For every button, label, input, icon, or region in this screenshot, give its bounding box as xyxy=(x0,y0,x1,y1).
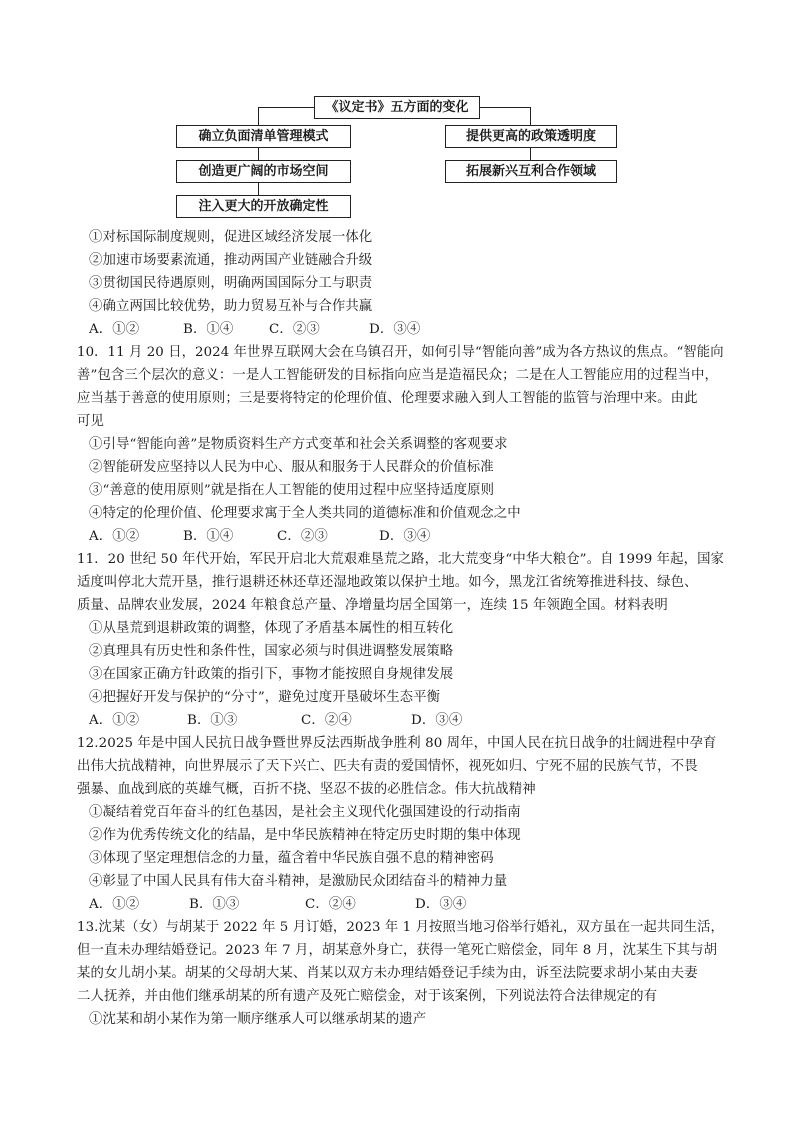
q10-stem-line-2: 善”包含三个层次的意义：一是人工智能研发的目标指向应当是造福民众；二是在人工智能应用的过程当中， xyxy=(77,368,719,383)
q11-stem-line-2: 适度叫停北大荒开垦，推行退耕还林还草还湿地政策以保护土地。如今，黑龙江省统筹推进科技、绿色、 xyxy=(77,575,698,590)
q9-statement-2: ②加速市场要素流通，推动两国产业链融合升级 xyxy=(89,253,373,268)
q9-option-c[interactable]: C．②③ xyxy=(269,322,320,337)
q11-stem-line-1: 11．20 世纪 50 年代开始，军民开启北大荒艰难垦荒之路，北大荒变身“中华大粮仓”。自 1999 年起，国家 xyxy=(77,552,725,567)
q9-statement-3: ③贯彻国民待遇原则，明确两国国际分工与职责 xyxy=(89,276,373,291)
q10-option-a[interactable]: A．①② xyxy=(89,529,140,544)
diagram-left-box-2: 创造更广阔的市场空间 xyxy=(176,160,351,183)
diagram-title-box: 《议定书》五方面的变化 xyxy=(314,96,480,119)
q12-options xyxy=(89,893,689,913)
q13-stem-line-4: 二人抚养，并由他们继承胡某的所有遗产及死亡赔偿金，对于该案例，下列说法符合法律规定的有 xyxy=(77,989,658,1004)
q9-option-d[interactable]: D．③④ xyxy=(369,322,421,337)
q9-option-a[interactable]: A．①② xyxy=(89,322,140,337)
q12-option-b[interactable]: B．①③ xyxy=(189,897,240,912)
q12-option-a[interactable]: A．①② xyxy=(89,897,140,912)
q11-stem-line-3: 质量、品牌农业发展，2024 年粮食总产量、净增量均居全国第一，连续 15 年领跑全国。材料表明 xyxy=(77,598,668,613)
q11-option-b[interactable]: B．①③ xyxy=(187,713,238,728)
q12-statement-1: ①凝结着党百年奋斗的红色基因，是社会主义现代化强国建设的行动指南 xyxy=(89,805,521,820)
q11-option-a[interactable]: A．①② xyxy=(89,713,140,728)
q9-statement-1: ①对标国际制度规则，促进区域经济发展一体化 xyxy=(89,230,373,245)
q11-statement-2: ②真理具有历史性和条件性，国家必须与时俱进调整发展策略 xyxy=(89,644,454,659)
q13-statement-1: ①沈某和胡小某作为第一顺序继承人可以继承胡某的遗产 xyxy=(89,1012,427,1027)
q12-statement-4: ④彰显了中国人民具有伟大奋斗精神，是激励民众团结奋斗的精神力量 xyxy=(89,874,508,889)
q12-option-c[interactable]: C．②④ xyxy=(305,897,356,912)
q10-statement-1: ①引导“智能向善”是物质资料生产方式变革和社会关系调整的客观要求 xyxy=(89,437,508,452)
q12-statement-2: ②作为优秀传统文化的结晶，是中华民族精神在特定历史时期的集中体现 xyxy=(89,828,521,843)
q10-options xyxy=(89,525,689,545)
q12-option-d[interactable]: D．③④ xyxy=(415,897,467,912)
q11-option-c[interactable]: C．②④ xyxy=(301,713,352,728)
q13-stem-line-2: 但一直未办理结婚登记。2023 年 7 月，胡某意外身亡，获得一笔死亡赔偿金，同年 8 月，沈某生下其与胡 xyxy=(77,943,718,958)
q13-stem-line-3: 某的女儿胡小某。胡某的父母胡大某、肖某以双方未办理结婚登记手续为由，诉至法院要求胡小某由夫妻 xyxy=(77,966,698,981)
q13-stem-line-1: 13.沈某（女）与胡某于 2022 年 5 月订婚，2023 年 1 月按照当地习俗举行婚礼，双方虽在一起共同生活， xyxy=(77,920,724,935)
q12-stem-line-2: 出伟大抗战精神，向世界展示了天下兴亡、匹夫有责的爱国情怀，视死如归、宁死不屈的民族气节，不畏 xyxy=(77,759,698,774)
diagram-right-box-2: 拓展新兴互利合作领域 xyxy=(445,160,617,183)
q10-stem-line-4: 可见 xyxy=(77,414,104,429)
connector-line xyxy=(480,107,530,108)
q11-statement-3: ③在国家正确方针政策的指引下，事物才能按照自身规律发展 xyxy=(89,667,454,682)
q10-statement-2: ②智能研发应坚持以人民为中心、服从和服务于人民群众的价值标准 xyxy=(89,460,494,475)
connector-line xyxy=(530,148,531,160)
q12-statement-3: ③体现了坚定理想信念的力量，蕴含着中华民族自强不息的精神密码 xyxy=(89,851,494,866)
q10-option-b[interactable]: B．①④ xyxy=(183,529,234,544)
connector-line xyxy=(258,183,259,195)
q9-statement-4: ④确立两国比较优势，助力贸易互补与合作共赢 xyxy=(89,299,373,314)
connector-line xyxy=(530,107,531,125)
q10-stem-line-1: 10．11 月 20 日，2024 年世界互联网大会在乌镇召开，如何引导“智能向善”成为各方热议的焦点。“智能向 xyxy=(77,345,724,360)
q11-statement-4: ④把握好开发与保护的“分寸”，避免过度开垦破坏生态平衡 xyxy=(89,690,441,705)
diagram-right-box-1: 提供更高的政策透明度 xyxy=(445,125,617,148)
q9-option-b[interactable]: B．①④ xyxy=(183,322,234,337)
connector-line xyxy=(258,107,259,125)
q10-statement-3: ③“善意的使用原则”就是指在人工智能的使用过程中应坚持适度原则 xyxy=(89,483,495,498)
q12-stem-line-1: 12.2025 年是中国人民抗日战争暨世界反法西斯战争胜利 80 周年，中国人民在抗日战争的壮阔进程中孕育 xyxy=(77,736,717,751)
q9-options xyxy=(89,318,689,338)
q11-statement-1: ①从垦荒到退耕政策的调整，体现了矛盾基本属性的相互转化 xyxy=(89,621,454,636)
q10-option-c[interactable]: C．②③ xyxy=(277,529,328,544)
connector-line xyxy=(258,107,314,108)
connector-line xyxy=(258,148,259,160)
q10-statement-4: ④特定的伦理价值、伦理要求寓于全人类共同的道德标准和价值观念之中 xyxy=(89,506,521,521)
q11-options xyxy=(89,709,689,729)
q10-option-d[interactable]: D．③④ xyxy=(379,529,431,544)
diagram-left-box-3: 注入更大的开放确定性 xyxy=(176,195,351,218)
q10-stem-line-3: 应当基于善意的使用原则；三是要将特定的伦理价值、伦理要求融入到人工智能的监管与治理中来。由此 xyxy=(77,391,698,406)
diagram-left-box-1: 确立负面清单管理模式 xyxy=(176,125,351,148)
q11-option-d[interactable]: D．③④ xyxy=(411,713,463,728)
q12-stem-line-3: 强暴、血战到底的英雄气概，百折不挠、坚忍不拔的必胜信念。伟大抗战精神 xyxy=(77,782,536,797)
